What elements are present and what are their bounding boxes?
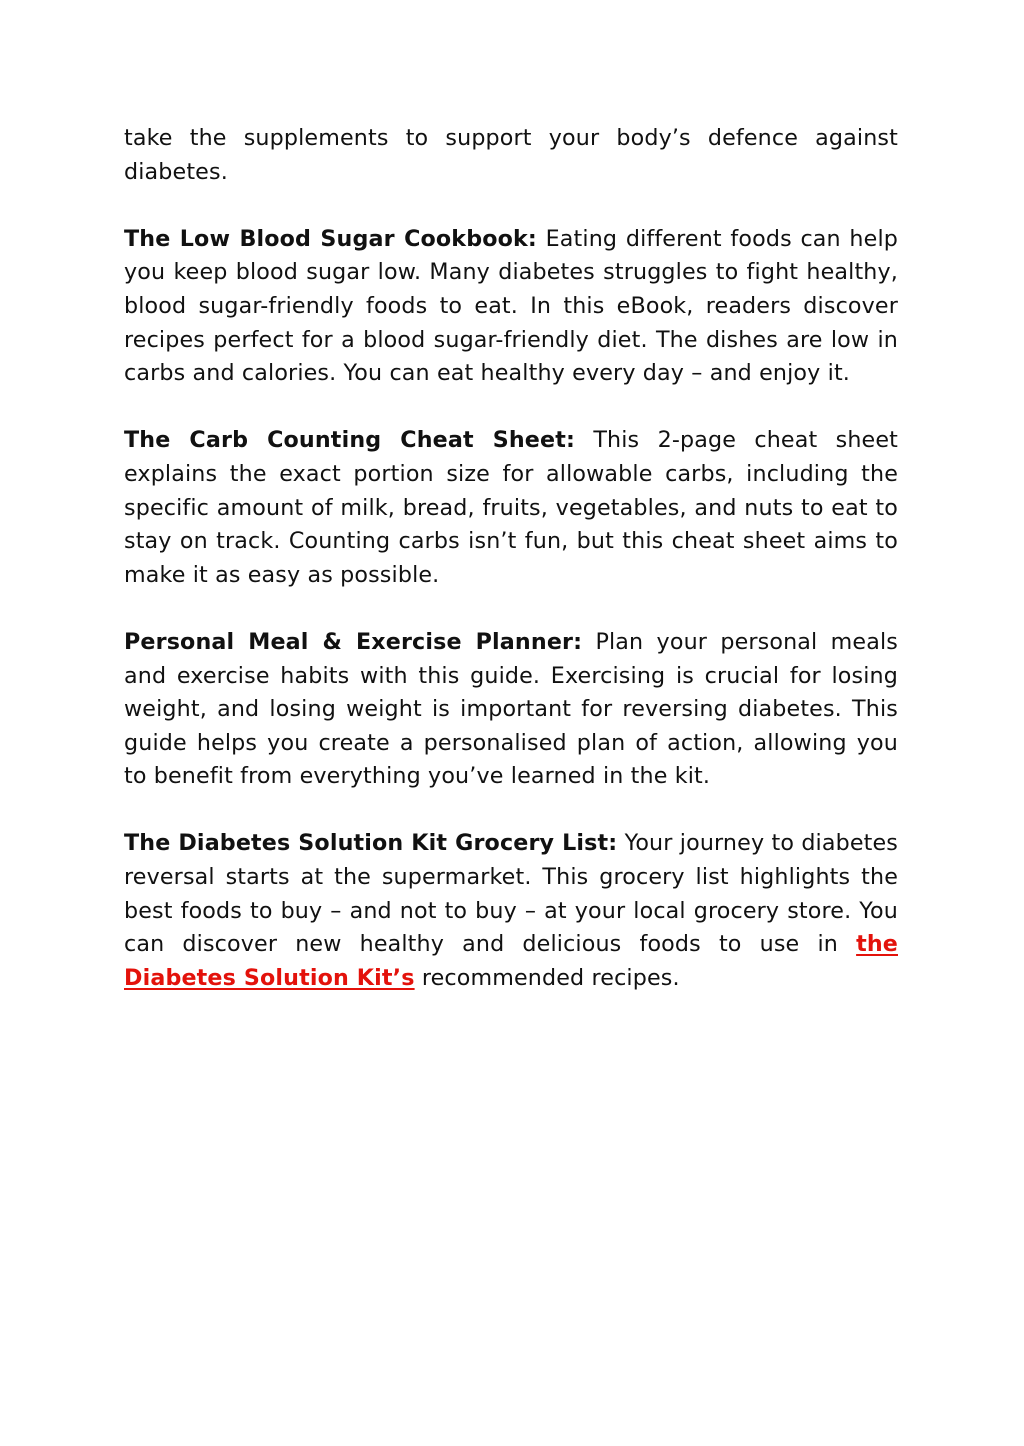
document-page (124, 122, 898, 1029)
section-body: This 2-page cheat sheet explains the exact portion size for allowable carbs, including the specific amount of milk, bread, fruits, vegetables, and nuts to eat to stay on track. Counting carbs isn’t fun, but this cheat sheet aims to make it as easy as possible. (124, 427, 898, 588)
section-body: Your journey to diabetes reversal starts at the supermarket. This grocery list highlights the best foods to buy – and not to buy – at your local grocery store. You can discover new healthy and delicious foods to use in (124, 830, 899, 958)
section-low-blood-sugar-cookbook (124, 223, 898, 391)
section-heading: The Diabetes Solution Kit Grocery List: (124, 830, 618, 857)
section-heading: The Carb Counting Cheat Sheet: (124, 427, 575, 454)
section-meal-exercise-planner (124, 626, 898, 794)
section-heading: The Low Blood Sugar Cookbook: (124, 225, 537, 252)
intro-text: take the supplements to support your body’s defence against diabetes. (124, 125, 898, 185)
section-body: Eating different foods can help you keep blood sugar low. Many diabetes struggles to fight healthy, blood sugar-friendly foods to eat. In this eBook, readers discover recipes perfect for a blood sugar-friendly diet. The dishes are low in carbs and calories. You can eat healthy every day – and enjoy it. (124, 225, 898, 387)
intro-paragraph (124, 122, 898, 189)
section-heading: Personal Meal & Exercise Planner: (124, 628, 583, 655)
section-carb-counting-cheat-sheet (124, 424, 898, 592)
section-body: Plan your personal meals and exercise habits with this guide. Exercising is crucial for losing weight, and losing weight is important for reversing diabetes. This guide helps you create a personalised plan of action, allowing you to benefit from everything you’ve learned in the kit. (124, 628, 898, 790)
section-grocery-list (124, 827, 898, 995)
section-tail: recommended recipes. (421, 964, 680, 991)
diabetes-solution-kit-link[interactable]: the Diabetes Solution Kit’s (124, 931, 898, 991)
